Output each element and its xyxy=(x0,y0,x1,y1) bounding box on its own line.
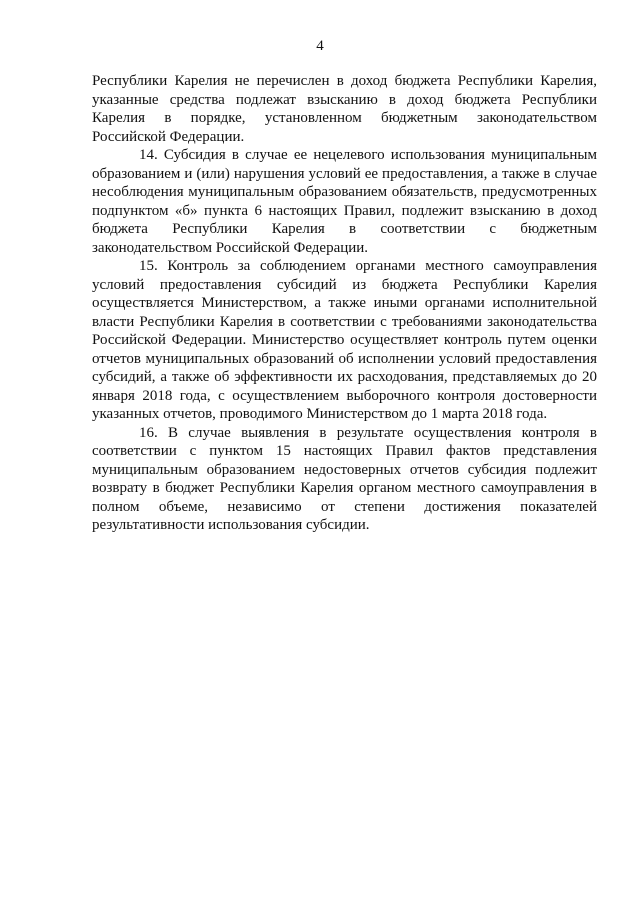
paragraph-14: 14. Субсидия в случае ее нецелевого использования муниципальным образованием и (или) нарушения условий ее предоставления, а также в случае несоблюдения муниципальным образованием обязательств, предусмотренных подпунктом «б» пункта 6 настоящих Правил, подлежит взысканию в доход бюджета Республики Карелия в соответствии с бюджетным законодательством Российской Федерации. xyxy=(92,147,597,256)
paragraph-15: 15. Контроль за соблюдением органами местного самоуправления условий предоставления субсидий из бюджета Республики Карелия осуществляется Министерством, а также иными органами исполнительной власти Республики Карелия в соответствии с требованиями законодательства Российской Федерации. Министерство осуществляет контроль путем оценки отчетов муниципальных образований об исполнении условий предоставления субсидий, а также об эффективности их расходования, представляемых до 20 января 2018 года, с осуществлением выборочного контроля достоверности указанных отчетов, проводимого Министерством до 1 марта 2018 года. xyxy=(92,258,597,422)
page-number: 4 xyxy=(316,38,324,54)
document-body xyxy=(92,72,597,535)
paragraph-16: 16. В случае выявления в результате осуществления контроля в соответствии с пунктом 15 настоящих Правил фактов представления муниципальным образованием недостоверных отчетов субсидия подлежит возврату в бюджет Республики Карелия органом местного самоуправления в полном объеме, независимо от степени достижения показателей результативности использования субсидии. xyxy=(92,424,597,533)
paragraph-continuation: Республики Карелия не перечислен в доход бюджета Республики Карелия, указанные средства подлежат взысканию в доход бюджета Республики Карелия в порядке, установленном бюджетным законодательством Российской Федерации. xyxy=(92,73,597,145)
